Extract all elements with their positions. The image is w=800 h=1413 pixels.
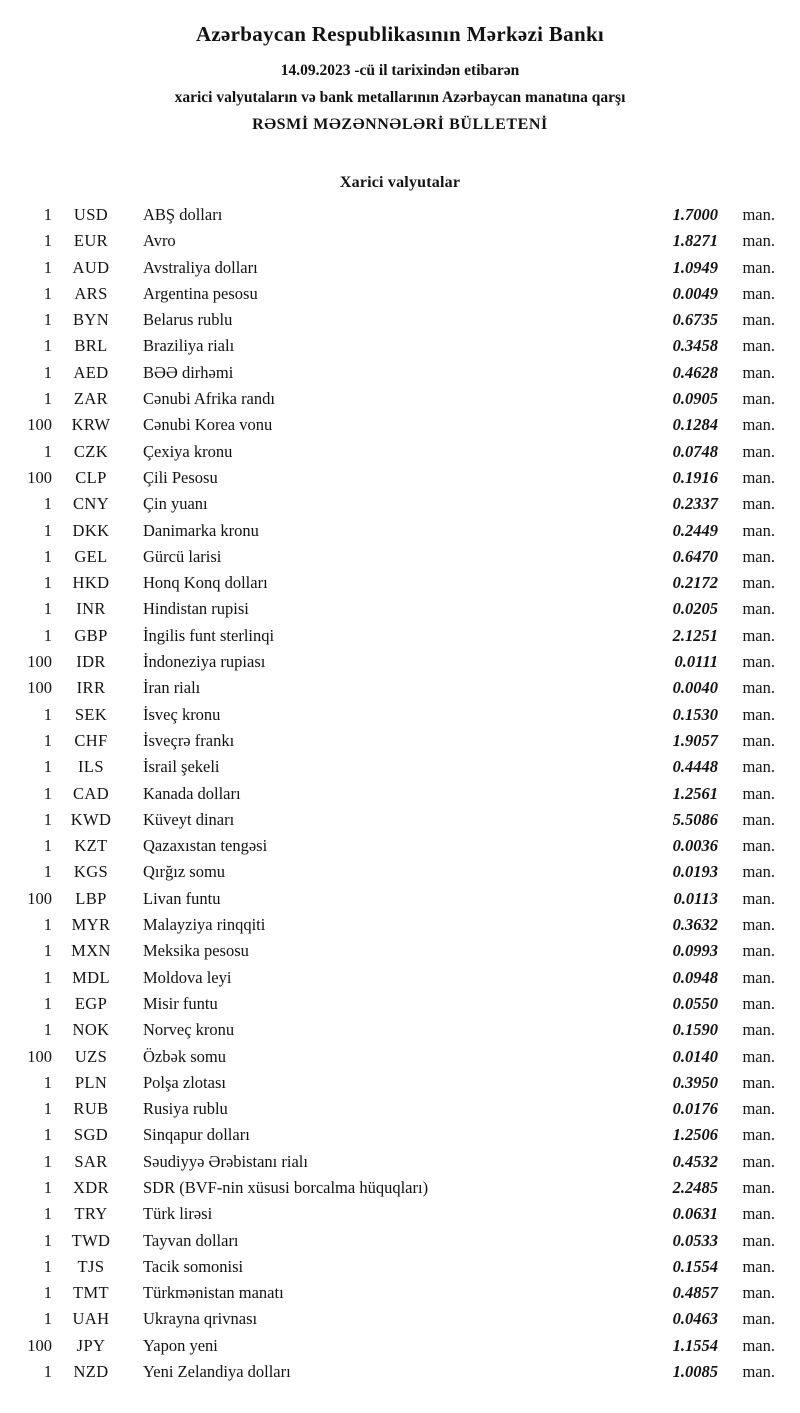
quantity-cell: 1 — [43, 836, 52, 856]
table-row — [0, 623, 775, 649]
table-row — [0, 465, 775, 491]
unit-cell: man. — [742, 941, 775, 961]
currency-name-cell: Tacik somonisi — [143, 1256, 244, 1276]
rate-cell: 0.0748 — [672, 441, 718, 461]
table-row — [0, 754, 775, 780]
table-row — [0, 965, 775, 991]
rate-cell: 0.1590 — [672, 1020, 718, 1040]
currency-name-cell: Türk lirəsi — [143, 1204, 213, 1224]
currency-name-cell: Tayvan dolları — [143, 1230, 239, 1250]
quantity-cell: 1 — [43, 494, 52, 514]
rate-cell: 0.0993 — [672, 941, 718, 961]
currency-code-cell: SEK — [74, 704, 108, 724]
table-row — [0, 333, 775, 359]
table-row — [0, 307, 775, 333]
unit-cell: man. — [742, 730, 775, 750]
table-row — [0, 886, 775, 912]
currency-name-cell: SDR (BVF-nin xüsusi borcalma hüquqları) — [143, 1177, 429, 1197]
table-row — [0, 912, 775, 938]
quantity-cell: 1 — [43, 941, 52, 961]
rate-cell: 0.6470 — [672, 546, 718, 566]
unit-cell: man. — [742, 599, 775, 619]
table-row — [0, 360, 775, 386]
quantity-cell: 100 — [27, 1046, 52, 1066]
currency-name-cell: Cənubi Afrika randı — [143, 389, 275, 409]
quantity-cell: 1 — [43, 283, 52, 303]
rate-cell: 0.3458 — [672, 336, 718, 356]
currency-code-cell: CZK — [73, 441, 109, 461]
quantity-cell: 1 — [43, 389, 52, 409]
currency-code-cell: BRL — [74, 336, 108, 356]
currency-name-cell: İran rialı — [143, 678, 201, 698]
currency-code-cell: ARS — [74, 283, 108, 303]
currency-code-cell: CHF — [74, 730, 108, 750]
currency-code-cell: NZD — [73, 1362, 109, 1382]
currency-code-cell: USD — [73, 205, 109, 224]
quantity-cell: 1 — [43, 1230, 52, 1250]
currency-code-cell: ILS — [78, 757, 104, 777]
quantity-cell: 1 — [43, 441, 52, 461]
currency-name-cell: İsrail şekeli — [143, 757, 220, 777]
table-row — [0, 1122, 775, 1148]
currency-name-cell: Küveyt dinarı — [143, 809, 235, 829]
unit-cell: man. — [742, 1125, 775, 1145]
rate-cell: 0.0140 — [672, 1046, 718, 1066]
quantity-cell: 1 — [43, 546, 52, 566]
unit-cell: man. — [742, 836, 775, 856]
quantity-cell: 100 — [27, 888, 52, 908]
table-row — [0, 1017, 775, 1043]
currency-name-cell: Norveç kronu — [143, 1020, 235, 1040]
unit-cell: man. — [742, 520, 775, 540]
currency-code-cell: UZS — [74, 1046, 108, 1066]
rate-cell: 1.1554 — [672, 1335, 718, 1355]
table-row — [0, 833, 775, 859]
rate-cell: 0.1916 — [672, 467, 718, 487]
unit-cell: man. — [742, 1256, 775, 1276]
unit-cell: man. — [742, 467, 775, 487]
currency-code-cell: KWD — [70, 809, 112, 829]
currency-name-cell: Honq Konq dolları — [143, 573, 268, 593]
currency-code-cell: CLP — [75, 467, 107, 487]
rate-cell: 0.3950 — [672, 1072, 718, 1092]
table-row — [0, 1044, 775, 1070]
unit-cell: man. — [742, 1046, 775, 1066]
unit-cell: man. — [742, 1230, 775, 1250]
quantity-cell: 1 — [43, 783, 52, 803]
currency-code-cell: XDR — [72, 1177, 110, 1197]
currency-code-cell: MXN — [71, 941, 111, 961]
unit-cell: man. — [742, 993, 775, 1013]
bulletin-header — [0, 22, 800, 134]
unit-cell: man. — [742, 1204, 775, 1224]
quantity-cell: 1 — [43, 1125, 52, 1145]
currency-name-cell: ABŞ dolları — [143, 205, 223, 224]
currency-name-cell: Gürcü larisi — [143, 546, 222, 566]
table-row — [0, 255, 775, 281]
table-row — [0, 1333, 775, 1359]
currency-name-cell: Çexiya kronu — [143, 441, 233, 461]
currency-name-cell: İsveç kronu — [143, 704, 221, 724]
rate-cell: 0.0463 — [672, 1309, 718, 1329]
rate-cell: 1.2561 — [672, 783, 718, 803]
rate-cell: 0.0533 — [672, 1230, 718, 1250]
currency-code-cell: PLN — [74, 1072, 108, 1092]
unit-cell: man. — [742, 362, 775, 382]
unit-cell: man. — [742, 625, 775, 645]
quantity-cell: 1 — [43, 967, 52, 987]
table-row — [0, 491, 775, 517]
unit-cell: man. — [742, 573, 775, 593]
section-title: Xarici valyutalar — [339, 174, 461, 191]
unit-cell: man. — [742, 888, 775, 908]
currency-code-cell: TRY — [74, 1204, 108, 1224]
table-row — [0, 1149, 775, 1175]
currency-name-cell: Braziliya rialı — [143, 336, 235, 356]
table-row — [0, 202, 775, 228]
quantity-cell: 1 — [43, 1072, 52, 1092]
header-description-line: xarici valyutaların və bank metallarının Azərbaycan manatına qarşı — [174, 89, 626, 106]
unit-cell: man. — [742, 704, 775, 724]
header-bulletin-title: RƏSMİ MƏZƏNNƏLƏRİ BÜLLETENİ — [252, 116, 548, 133]
rate-cell: 1.7000 — [672, 205, 718, 224]
table-row — [0, 1175, 775, 1201]
currency-code-cell: TWD — [71, 1230, 111, 1250]
unit-cell: man. — [742, 231, 775, 251]
rate-cell: 0.1530 — [672, 704, 718, 724]
unit-cell: man. — [742, 441, 775, 461]
quantity-cell: 1 — [43, 573, 52, 593]
table-row — [0, 570, 775, 596]
currency-code-cell: RUB — [73, 1099, 109, 1119]
rate-cell: 0.0113 — [673, 888, 718, 908]
currency-code-cell: ZAR — [73, 389, 109, 409]
header-date-line: 14.09.2023 -cü il tarixindən etibarən — [280, 62, 520, 79]
currency-name-cell: Sinqapur dolları — [143, 1125, 250, 1145]
rate-cell: 0.2172 — [672, 573, 718, 593]
currency-code-cell: EGP — [74, 993, 108, 1013]
unit-cell: man. — [742, 389, 775, 409]
currency-name-cell: Avstraliya dolları — [143, 257, 258, 277]
rate-cell: 0.0550 — [672, 993, 718, 1013]
quantity-cell: 1 — [43, 1177, 52, 1197]
table-row — [0, 728, 775, 754]
quantity-cell: 1 — [43, 704, 52, 724]
quantity-cell: 1 — [43, 1020, 52, 1040]
currency-name-cell: Polşa zlotası — [143, 1072, 226, 1092]
currency-code-cell: KZT — [74, 836, 108, 856]
currency-code-cell: JPY — [76, 1335, 106, 1355]
quantity-cell: 100 — [27, 467, 52, 487]
quantity-cell: 100 — [27, 652, 52, 672]
currency-code-cell: SAR — [74, 1151, 108, 1171]
rate-cell: 0.6735 — [672, 310, 718, 330]
table-row — [0, 807, 775, 833]
table-row — [0, 1228, 775, 1254]
quantity-cell: 1 — [43, 1151, 52, 1171]
unit-cell: man. — [742, 1020, 775, 1040]
table-row — [0, 386, 775, 412]
table-row — [0, 596, 775, 622]
table-row — [0, 649, 775, 675]
table-row — [0, 1306, 775, 1332]
quantity-cell: 1 — [43, 1099, 52, 1119]
rate-cell: 0.0631 — [672, 1204, 718, 1224]
rate-cell: 1.9057 — [672, 730, 718, 750]
unit-cell: man. — [742, 257, 775, 277]
table-row — [0, 1359, 775, 1385]
table-row — [0, 1280, 775, 1306]
currency-code-cell: TJS — [77, 1256, 105, 1276]
currency-name-cell: Belarus rublu — [143, 310, 233, 330]
unit-cell: man. — [742, 415, 775, 435]
currency-code-cell: LBP — [75, 888, 107, 908]
currency-code-cell: UAH — [72, 1309, 110, 1329]
quantity-cell: 1 — [43, 599, 52, 619]
unit-cell: man. — [742, 283, 775, 303]
rate-cell: 5.5086 — [672, 809, 718, 829]
quantity-cell: 1 — [43, 257, 52, 277]
quantity-cell: 1 — [43, 1256, 52, 1276]
quantity-cell: 1 — [43, 809, 52, 829]
quantity-cell: 1 — [43, 915, 52, 935]
currency-code-cell: TMT — [72, 1283, 110, 1303]
quantity-cell: 1 — [43, 862, 52, 882]
table-row — [0, 1070, 775, 1096]
currency-code-cell: BYN — [72, 310, 110, 330]
rate-cell: 0.0176 — [672, 1099, 718, 1119]
currency-code-cell: SGD — [73, 1125, 109, 1145]
table-row — [0, 544, 775, 570]
currency-name-cell: Danimarka kronu — [143, 520, 259, 540]
rate-cell: 0.1284 — [672, 415, 718, 435]
rate-cell: 1.0085 — [672, 1362, 718, 1382]
currency-name-cell: Çili Pesosu — [143, 467, 218, 487]
quantity-cell: 1 — [43, 1309, 52, 1329]
rate-cell: 0.0905 — [672, 389, 718, 409]
rate-cell: 0.4628 — [672, 362, 718, 382]
unit-cell: man. — [742, 652, 775, 672]
quantity-cell: 1 — [43, 205, 52, 224]
rate-cell: 0.1554 — [672, 1256, 718, 1276]
currency-name-cell: Moldova leyi — [143, 967, 232, 987]
currency-code-cell: AUD — [72, 257, 110, 277]
rate-cell: 0.0111 — [674, 652, 718, 672]
table-row — [0, 1201, 775, 1227]
currency-name-cell: Livan funtu — [143, 888, 221, 908]
currency-name-cell: Argentina pesosu — [143, 283, 258, 303]
table-row — [0, 859, 775, 885]
unit-cell: man. — [742, 1283, 775, 1303]
currency-code-cell: DKK — [72, 520, 110, 540]
unit-cell: man. — [742, 862, 775, 882]
unit-cell: man. — [742, 1177, 775, 1197]
rate-cell: 0.2449 — [672, 520, 718, 540]
currency-name-cell: Avro — [143, 231, 176, 251]
currency-name-cell: İsveçrə frankı — [143, 730, 235, 750]
unit-cell: man. — [742, 915, 775, 935]
quantity-cell: 1 — [43, 310, 52, 330]
unit-cell: man. — [742, 546, 775, 566]
unit-cell: man. — [742, 678, 775, 698]
currency-rates-table — [0, 202, 800, 1385]
rate-cell: 0.0205 — [672, 599, 718, 619]
currency-code-cell: HKD — [72, 573, 110, 593]
unit-cell: man. — [742, 205, 775, 224]
table-row — [0, 412, 775, 438]
currency-code-cell: KRW — [71, 415, 111, 435]
currency-code-cell: GBP — [74, 625, 108, 645]
currency-name-cell: Cənubi Korea vonu — [143, 415, 273, 435]
unit-cell: man. — [742, 310, 775, 330]
unit-cell: man. — [742, 336, 775, 356]
quantity-cell: 1 — [43, 625, 52, 645]
table-row — [0, 518, 775, 544]
rate-cell: 0.0049 — [672, 283, 718, 303]
unit-cell: man. — [742, 967, 775, 987]
currency-code-cell: AED — [73, 362, 109, 382]
rate-cell: 1.8271 — [672, 231, 718, 251]
table-row — [0, 281, 775, 307]
unit-cell: man. — [742, 1099, 775, 1119]
currency-code-cell: IDR — [76, 652, 106, 672]
table-row — [0, 1096, 775, 1122]
currency-code-cell: CAD — [72, 783, 110, 803]
currency-name-cell: İngilis funt sterlinqi — [143, 625, 275, 645]
rate-cell: 2.1251 — [672, 625, 718, 645]
currency-name-cell: Türkmənistan manatı — [143, 1283, 284, 1303]
currency-name-cell: Özbək somu — [143, 1046, 226, 1066]
currency-name-cell: Qırğız somu — [143, 862, 226, 882]
currency-code-cell: MYR — [71, 915, 111, 935]
rate-cell: 1.2506 — [672, 1125, 718, 1145]
unit-cell: man. — [742, 1362, 775, 1382]
currency-name-cell: Çin yuanı — [143, 494, 208, 514]
unit-cell: man. — [742, 1309, 775, 1329]
quantity-cell: 1 — [43, 231, 52, 251]
quantity-cell: 1 — [43, 730, 52, 750]
table-row — [0, 1254, 775, 1280]
currency-name-cell: Yapon yeni — [143, 1335, 218, 1355]
unit-cell: man. — [742, 783, 775, 803]
unit-cell: man. — [742, 757, 775, 777]
currency-name-cell: Ukrayna qrivnası — [143, 1309, 258, 1329]
unit-cell: man. — [742, 809, 775, 829]
rate-cell: 0.4857 — [672, 1283, 718, 1303]
quantity-cell: 1 — [43, 757, 52, 777]
quantity-cell: 1 — [43, 1283, 52, 1303]
page-title: Azərbaycan Respublikasının Mərkəzi Bankı — [195, 22, 605, 46]
rate-cell: 0.4532 — [672, 1151, 718, 1171]
rate-cell: 0.3632 — [672, 915, 718, 935]
table-row — [0, 702, 775, 728]
currency-code-cell: INR — [76, 599, 106, 619]
currency-code-cell: KGS — [73, 862, 109, 882]
currency-name-cell: BƏƏ dirhəmi — [143, 362, 234, 382]
quantity-cell: 100 — [27, 1335, 52, 1355]
unit-cell: man. — [742, 1335, 775, 1355]
quantity-cell: 1 — [43, 362, 52, 382]
table-row — [0, 781, 775, 807]
quantity-cell: 1 — [43, 336, 52, 356]
currency-name-cell: Kanada dolları — [143, 783, 241, 803]
table-row — [0, 439, 775, 465]
rate-cell: 0.0193 — [672, 862, 718, 882]
currency-name-cell: Rusiya rublu — [143, 1099, 228, 1119]
currency-code-cell: NOK — [72, 1020, 110, 1040]
currency-name-cell: Misir funtu — [143, 993, 218, 1013]
currency-name-cell: Yeni Zelandiya dolları — [143, 1362, 291, 1382]
currency-code-cell: GEL — [74, 546, 108, 566]
quantity-cell: 1 — [43, 1362, 52, 1382]
currency-code-cell: IRR — [76, 678, 106, 698]
currency-name-cell: Səudiyyə Ərəbistanı rialı — [143, 1151, 308, 1171]
rate-cell: 2.2485 — [672, 1177, 718, 1197]
currency-code-cell: CNY — [72, 494, 110, 514]
unit-cell: man. — [742, 1151, 775, 1171]
currency-name-cell: Hindistan rupisi — [143, 599, 249, 619]
quantity-cell: 1 — [43, 520, 52, 540]
rate-cell: 0.0948 — [672, 967, 718, 987]
quantity-cell: 100 — [27, 678, 52, 698]
unit-cell: man. — [742, 1072, 775, 1092]
quantity-cell: 100 — [27, 415, 52, 435]
table-row — [0, 228, 775, 254]
currency-name-cell: Qazaxıstan tengəsi — [143, 836, 268, 856]
currency-name-cell: Meksika pesosu — [143, 941, 249, 961]
quantity-cell: 1 — [43, 993, 52, 1013]
quantity-cell: 1 — [43, 1204, 52, 1224]
rate-cell: 0.0040 — [672, 678, 718, 698]
currency-code-cell: MDL — [72, 967, 110, 987]
rate-cell: 0.0036 — [672, 836, 718, 856]
rate-cell: 0.2337 — [672, 494, 718, 514]
rate-cell: 1.0949 — [672, 257, 718, 277]
table-row — [0, 938, 775, 964]
currency-name-cell: Malayziya rinqqiti — [143, 915, 266, 935]
currency-name-cell: İndoneziya rupiası — [143, 652, 266, 672]
rate-cell: 0.4448 — [672, 757, 718, 777]
table-row — [0, 991, 775, 1017]
unit-cell: man. — [742, 494, 775, 514]
currency-code-cell: EUR — [73, 231, 109, 251]
table-row — [0, 675, 775, 701]
